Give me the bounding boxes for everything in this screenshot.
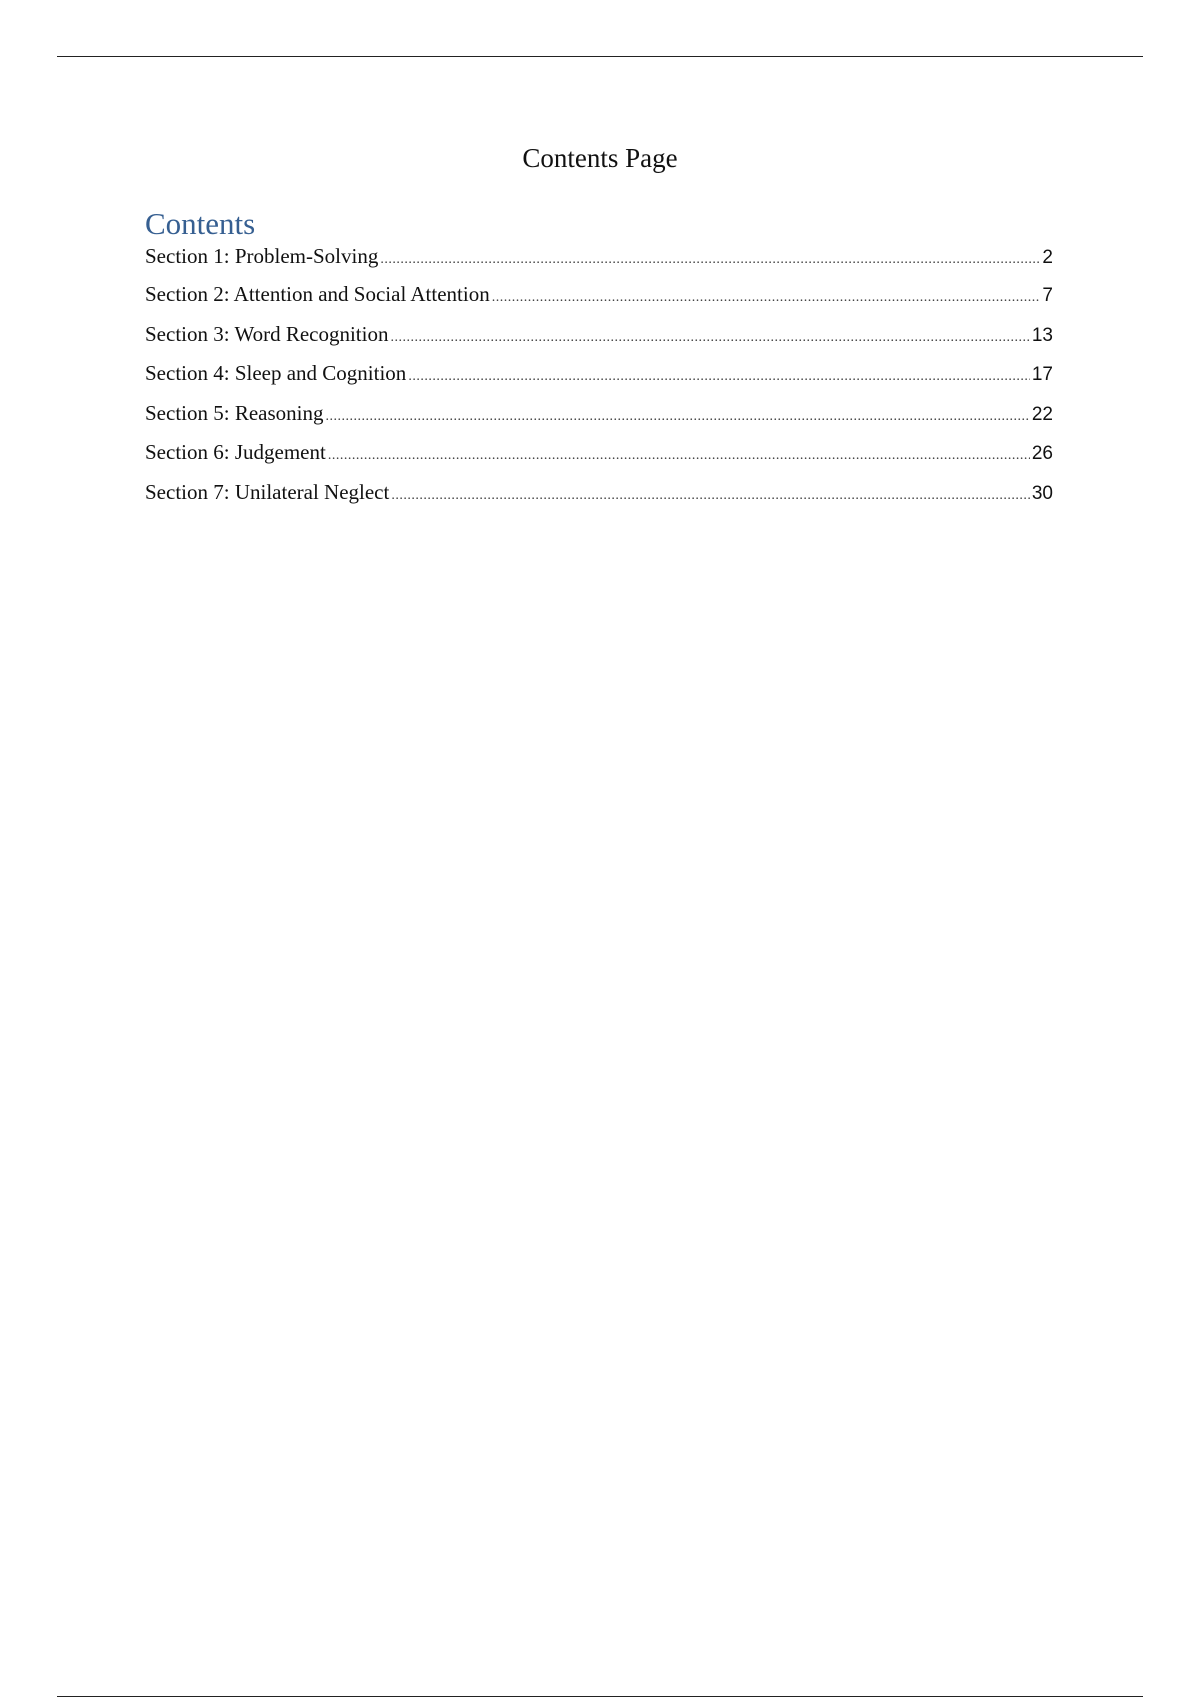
toc-dot-leader: [492, 290, 1041, 306]
toc-entry-title[interactable]: Section 6: Judgement: [145, 440, 326, 464]
header-rule: [57, 56, 1143, 57]
toc-entry-page[interactable]: 13: [1031, 324, 1053, 346]
toc-entry[interactable]: [145, 480, 1053, 520]
toc-entry-page[interactable]: 30: [1031, 482, 1053, 504]
toc-dot-leader: [380, 252, 1040, 268]
toc-entry[interactable]: [145, 401, 1053, 441]
toc-entry-page[interactable]: 7: [1042, 285, 1053, 306]
toc-entry[interactable]: [145, 440, 1053, 480]
toc-dot-leader: [325, 409, 1029, 425]
toc-entry-title[interactable]: Section 4: Sleep and Cognition: [145, 361, 407, 385]
toc-entry[interactable]: [145, 244, 1053, 282]
toc-entry-page[interactable]: 26: [1031, 443, 1053, 464]
toc-entry-title[interactable]: Section 3: Word Recognition: [145, 321, 389, 346]
toc-entry-title[interactable]: Section 1: Problem-Solving: [145, 244, 379, 268]
toc-entry[interactable]: [145, 282, 1053, 322]
toc-dot-leader: [328, 448, 1030, 464]
footer-rule: [57, 1696, 1143, 1697]
toc-dot-leader: [391, 488, 1030, 504]
page-title: Contents Page: [522, 143, 678, 173]
toc-entry-title[interactable]: Section 2: Attention and Social Attention: [145, 282, 490, 306]
toc-dot-leader: [408, 369, 1030, 385]
toc-entry[interactable]: [145, 361, 1053, 401]
table-of-contents: [145, 204, 1053, 519]
toc-heading: Contents: [145, 206, 256, 241]
toc-entry-title[interactable]: Section 7: Unilateral Neglect: [145, 479, 390, 504]
toc-entry[interactable]: [145, 322, 1053, 362]
toc-list: [145, 244, 1053, 519]
toc-dot-leader: [390, 330, 1029, 346]
toc-entry-title[interactable]: Section 5: Reasoning: [145, 400, 324, 425]
toc-entry-page[interactable]: 17: [1031, 364, 1053, 385]
toc-entry-page[interactable]: 22: [1031, 403, 1053, 425]
toc-entry-page[interactable]: 2: [1042, 247, 1053, 268]
